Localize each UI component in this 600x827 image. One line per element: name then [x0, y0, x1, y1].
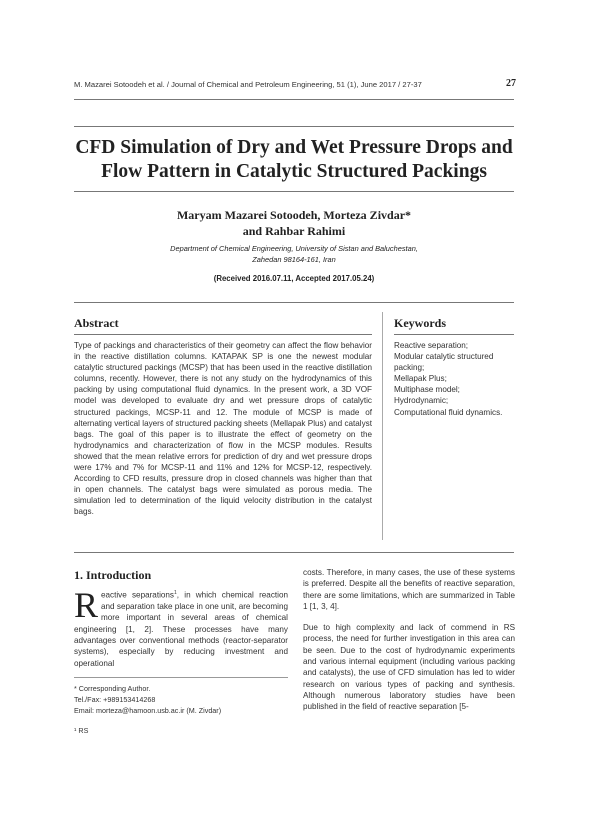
- title-bottom-rule: [74, 191, 514, 192]
- abstract-bottom-rule: [74, 552, 514, 553]
- received-dates: (Received 2016.07.11, Accepted 2017.05.24): [213, 274, 375, 283]
- affiliation-line-2: Zahedan 98164-161, Iran: [252, 255, 336, 264]
- keywords-heading: Keywords: [394, 316, 446, 330]
- authors-line-1: Maryam Mazarei Sotoodeh, Morteza Zivdar*: [176, 208, 412, 222]
- abstract-top-rule: [74, 302, 514, 303]
- abstract-heading-rule: [74, 334, 372, 335]
- header-rule: [74, 99, 514, 100]
- authors-line-2: and Rahbar Rahimi: [242, 224, 346, 238]
- keyword-item: Mellapak Plus;: [394, 374, 447, 384]
- affiliation-line-1: Department of Chemical Engineering, University of Sistan and Baluchestan,: [170, 244, 418, 253]
- keyword-item: Reactive separation;: [394, 341, 469, 350]
- footnote-rs: ¹ RS: [74, 726, 89, 735]
- abstract-text: Type of packings and characteristics of their geometry can affect the flow behavior in the reactive distillation columns. KATAPAK SP is one the newest modular catalytic structured packings (MCSP) that has been used in the reactive distillation columns, recently. However, there is not any study on the hydrodynamics of this packing by using computational fluid dynamics. In the present work, a 3D VOF model was developed to evaluate dry and wet pressure drops of catalytic structured packings, MCSP-11 and 12. The module of MCSP is made of alternating vertical layers of structured packing sheets (Mellapak Plus) and catalyst bags. The goal of this paper is to illustrate the effect of geometry on the hydrodynamics and characterization of flow in the MCSP modules. Results showed that the mean relative errors for prediction of dry and wet pressure drops were 17% and 7% for MCSP-11 and 11% and 12% for MCSP-12, respectively. According to CFD results, pressure drop in closed channels was higher than that in open channels. The catalyst bags were simulated as porous media. The simulation led to determination of the liquid velocity distribution in the catalyst bags.: [74, 341, 372, 517]
- keyword-item: Hydrodynamic;: [394, 396, 449, 406]
- keyword-item: Computational fluid dynamics.: [394, 407, 503, 417]
- intro-text-a: eactive separations: [101, 590, 174, 600]
- footnote-corresponding: * Corresponding Author.: [74, 684, 151, 693]
- paper-title: CFD Simulation of Dry and Wet Pressure Drops and Flow Pattern in Catalytic Structured Packings: [75, 137, 513, 182]
- intro-column-1: [74, 585, 288, 669]
- footnote-rule: [74, 677, 288, 678]
- abstract-heading: Abstract: [74, 316, 119, 330]
- keyword-item: Multiphase model;: [394, 385, 460, 395]
- footnote-telfax: Tel./Fax: +989153414268: [74, 695, 156, 704]
- title-top-rule: [74, 126, 514, 127]
- drop-cap: R: [74, 585, 99, 625]
- running-head: M. Mazarei Sotoodeh et al. / Journal of Chemical and Petroleum Engineering, 51 (1), June 2017 / 27-37: [74, 80, 422, 89]
- column-divider: [382, 312, 383, 540]
- intro-paragraph-2: Due to high complexity and lack of commend in RS process, the need for further investigation in this area can be seen. Due to the cost of hydrodynamic experiments and various internal equipment (including various packing and catalysts), the use of CFD simulation has led to wider research on various types of packing and synthesis. Although numerous laboratory studies have been published in the field of reactive separation [5-: [303, 623, 515, 712]
- intro-column-2: [303, 567, 515, 723]
- footnote-marker: 1: [174, 590, 177, 596]
- footnote-email: Email: morteza@hamoon.usb.ac.ir (M. Zivdar): [74, 706, 222, 715]
- page-number: 27: [506, 78, 516, 89]
- keywords-list: [394, 340, 514, 418]
- intro-heading: 1. Introduction: [74, 568, 152, 582]
- keywords-heading-rule: [394, 334, 514, 335]
- authors: [74, 207, 514, 239]
- intro-text-b: , in which chemical reaction and separation take place in one unit, are becoming more important in several areas of chemical engineering [1, 2]. These processes have many advantages over conventional methods (reactor-separator systems), especially by reducing investment and operational: [74, 590, 288, 668]
- intro-paragraph-1: costs. Therefore, in many cases, the use of these systems is preferred. Despite all the benefits of reactive separation, there are some limitations, which are summarized in Table 1 [1, 3, 4].: [303, 568, 515, 611]
- affiliation: [74, 243, 514, 265]
- keyword-item: Modular catalytic structured packing;: [394, 352, 494, 373]
